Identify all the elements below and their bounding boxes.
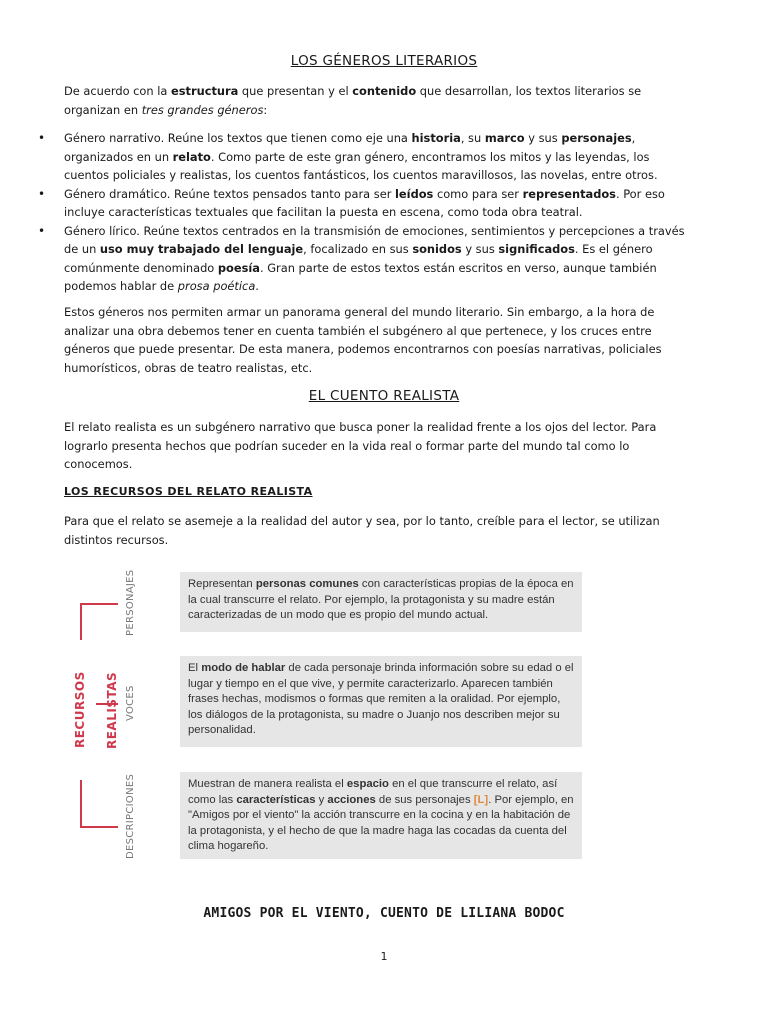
page-title: LOS GÉNEROS LITERARIOS — [290, 53, 478, 69]
diagram-connector-personajes — [80, 603, 118, 605]
list-item-narrativo: • Género narrativo. Reúne los textos que tienen como eje una historia, su marco y sus personajes, organizados en un relato. Como parte de este gran género, encontramos los mitos y las leyendas, los cuentos policiales y realistas, los cuentos fantásticos, los cuentos maravillosos, las novelas, entre otros. — [64, 129, 692, 185]
intro-paragraph: De acuerdo con la estructura que presentan y el contenido que desarrollan, los textos literarios se organizan en tres grandes géneros: — [64, 84, 642, 117]
category-label-descripciones: DESCRIPCIONES — [125, 773, 136, 859]
list-item-lirico: • Género lírico. Reúne textos centrados en la transmisión de emociones, sentimientos y percepciones a través de un uso muy trabajado del lenguaje, focalizado en sus sonidos y sus significados. Es el género comúnmente denominado poesía. Gran parte de estos textos están escritos en verso, aunque también podemos hablar de prosa poética. — [64, 222, 692, 296]
generos-paragraph: Estos géneros nos permiten armar un panorama general del mundo literario. Sin embargo, a la hora de analizar una obra debemos tener en cuenta también el subgénero al que pertenece, y los cruces entre géneros que puede presentar. De esta manera, podemos encontrarnos con poesías narrativas, policiales humorísticos, obras de teatro realistas, etc. — [64, 305, 662, 375]
realista-paragraph: El relato realista es un subgénero narrativo que busca poner la realidad frente a los ojos del lector. Para lograrlo presenta hechos que podrían suceder en la vida real o formar parte del mundo tal como lo conocemos. — [64, 420, 657, 471]
genres-list — [64, 129, 692, 296]
section-title-cuento-realista: EL CUENTO REALISTA — [308, 388, 460, 404]
recursos-diagram — [66, 560, 586, 865]
box-descripciones: Muestran de manera realista el espacio en el que transcurre el relato, así como las características y acciones de sus personajes [L]. Por ejemplo, en "Amigos por el viento" la acción transcurre en la cocina y en la habitación de la protagonista, y el hecho de que la madre haga las cocadas da cuenta del clima hogareño. — [180, 772, 582, 859]
page-number: 1 — [380, 950, 388, 963]
story-title: AMIGOS POR EL VIENTO, CUENTO DE LILIANA BODOC — [203, 906, 565, 921]
recursos-paragraph: Para que el relato se asemeje a la realidad del autor y sea, por lo tanto, creíble para el lector, se utilizan distintos recursos. — [64, 514, 660, 547]
reference-tag: [L] — [473, 793, 489, 806]
category-label-personajes: PERSONAJES — [125, 569, 136, 637]
category-label-voces: VOCES — [125, 685, 136, 721]
box-voces: El modo de hablar de cada personaje brinda información sobre su edad o el lugar y tiempo en el que vive, y permite caracterizarlo. Aparecen también frases hechas, modismos o formas que remiten a la oralidad. Por ejemplo, los diálogos de la protagonista, su madre o Juanjo nos describen mejor su personalidad. — [180, 656, 582, 747]
box-personajes: Representan personas comunes con características propias de la época en la cual transcurre el relato. Por ejemplo, la protagonista y su madre están caracterizadas de un modo que es propio del mundo actual. — [180, 572, 582, 632]
subheading-recursos: LOS RECURSOS DEL RELATO REALISTA — [64, 485, 313, 498]
diagram-connector-descripciones — [80, 826, 118, 828]
diagram-side-label: RECURSOS REALISTAS — [64, 640, 96, 780]
list-item-dramatico: • Género dramático. Reúne textos pensados tanto para ser leídos como para ser representados. Por eso incluye características textuales que facilitan la puesta en escena, como toda obra teatral. — [64, 185, 692, 222]
